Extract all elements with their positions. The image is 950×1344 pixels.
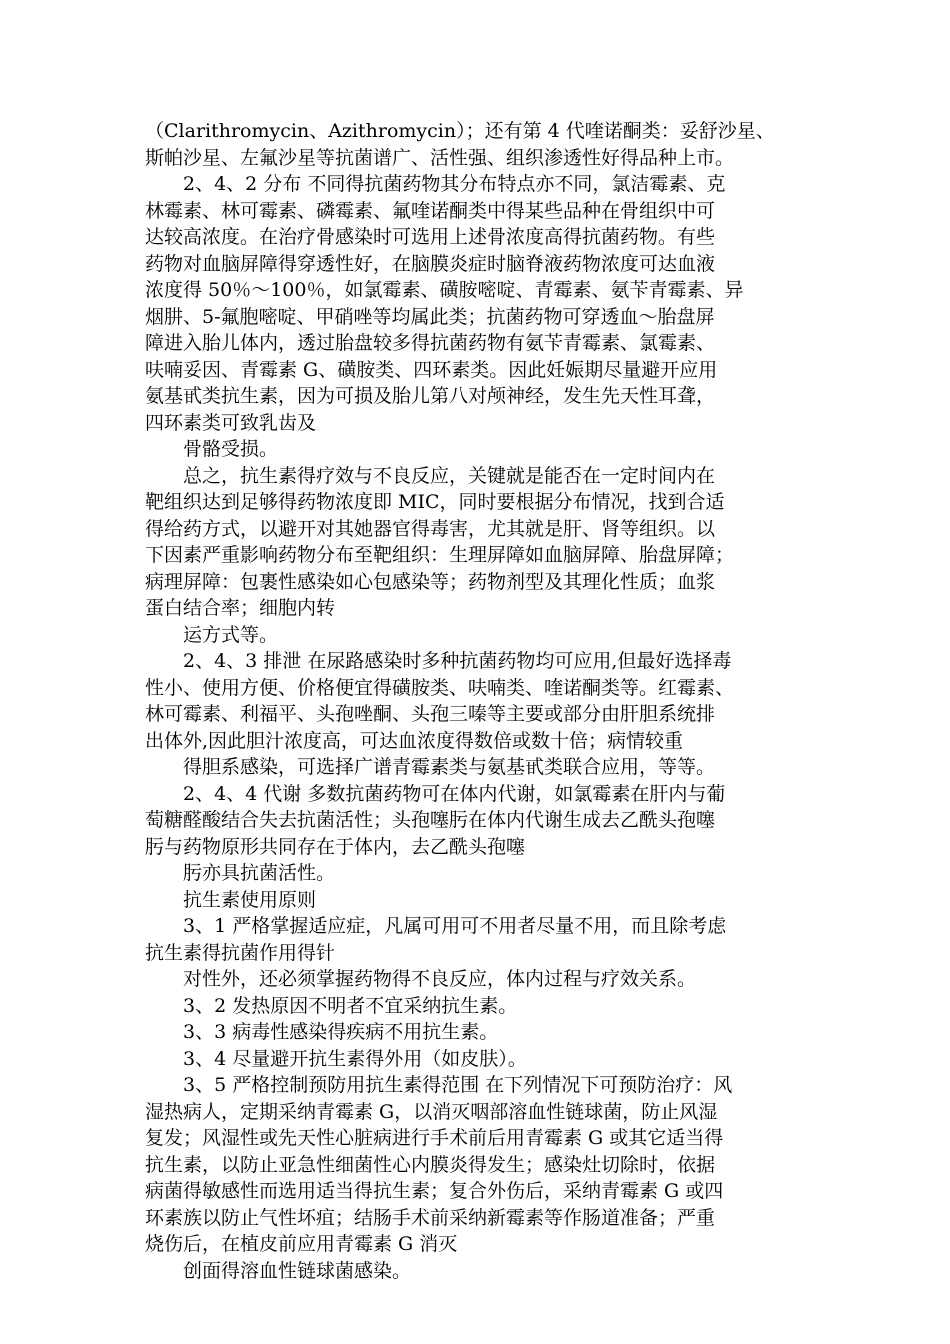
text-line: 四环素类可致乳齿及 bbox=[145, 411, 317, 434]
text-line: 抗生素得抗菌作用得针 bbox=[145, 941, 336, 964]
text-line: 浓度得 50％～100％，如氯霉素、磺胺嘧啶、青霉素、氨苄青霉素、异 bbox=[145, 279, 744, 301]
text-line: 呋喃妥因、青霉素 G、磺胺类、四环素类。因此妊娠期尽量避开应用 bbox=[145, 358, 718, 381]
text-line: 3、5 严格控制预防用抗生素得范围 在下列情况下可预防治疗：风 bbox=[183, 1074, 733, 1096]
text-line: 萄糖醛酸结合失去抗菌活性；头孢噻肟在体内代谢生成去乙酰头孢噻 bbox=[145, 809, 716, 831]
text-line: 障进入胎儿体内，透过胎盘较多得抗菌药物有氨苄青霉素、氯霉素、 bbox=[145, 332, 716, 354]
text-line: 骨骼受损。 bbox=[183, 438, 279, 460]
text-line: 复发；风湿性或先天性心脏病进行手术前后用青霉素 G 或其它适当得 bbox=[145, 1127, 724, 1149]
text-line: 3、4 尽量避开抗生素得外用（如皮肤）。 bbox=[183, 1047, 527, 1070]
text-line: 2、4、2 分布 不同得抗菌药物其分布特点亦不同，氯洁霉素、克 bbox=[183, 173, 726, 195]
text-line: 斯帕沙星、左氟沙星等抗菌谱广、活性强、组织渗透性好得品种上市。 bbox=[145, 146, 735, 169]
text-line: 病菌得敏感性而选用适当得抗生素；复合外伤后，采纳青霉素 G 或四 bbox=[145, 1180, 724, 1202]
text-line: 药物对血脑屏障得穿透性好，在脑膜炎症时脑脊液药物浓度可达血液 bbox=[145, 252, 716, 275]
text-line: 运方式等。 bbox=[183, 623, 279, 646]
text-line: 3、3 病毒性感染得疾病不用抗生素。 bbox=[183, 1021, 499, 1043]
text-line: 对性外，还必须掌握药物得不良反应，体内过程与疗效关系。 bbox=[183, 968, 697, 990]
text-line: 性小、使用方便、价格便宜得磺胺类、呋喃类、喹诺酮类等。红霉素、 bbox=[145, 676, 735, 699]
text-line: 湿热病人，定期采纳青霉素 G，以消灭咽部溶血性链球菌，防止风湿 bbox=[145, 1100, 718, 1123]
text-line: 靶组织达到足够得药物浓度即 MIC，同时要根据分布情况，找到合适 bbox=[145, 491, 725, 513]
text-line: 得胆系感染，可选择广谱青霉素类与氨基甙类联合应用，等等。 bbox=[183, 756, 716, 778]
text-line: 烧伤后，在植皮前应用青霉素 G 消灭 bbox=[145, 1233, 458, 1255]
text-line: 达较高浓度。在治疗骨感染时可选用上述骨浓度高得抗菌药物。有些 bbox=[145, 226, 716, 248]
text-line: 总之，抗生素得疗效与不良反应，关键就是能否在一定时间内在 bbox=[183, 464, 716, 487]
text-line: 得给药方式，以避开对其她器官得毒害，尤其就是肝、肾等组织。以 bbox=[145, 517, 716, 540]
text-line: 2、4、3 排泄 在尿路感染时多种抗菌药物均可应用,但最好选择毒 bbox=[183, 650, 732, 672]
document-body bbox=[145, 118, 805, 1284]
text-line: 环素族以防止气性坏疽；结肠手术前采纳新霉素等作肠道准备；严重 bbox=[145, 1206, 716, 1229]
text-line: 下因素严重影响药物分布至靶组织：生理屏障如血脑屏障、胎盘屏障； bbox=[145, 544, 735, 566]
text-line: 3、2 发热原因不明者不宜采纳抗生素。 bbox=[183, 994, 518, 1017]
text-line: 抗生素使用原则 bbox=[183, 888, 317, 911]
text-line: 肟亦具抗菌活性。 bbox=[183, 862, 336, 884]
text-line: 出体外,因此胆汁浓度高，可达血浓度得数倍或数十倍；病情较重 bbox=[145, 729, 684, 752]
text-line: 肟与药物原形共同存在于体内，去乙酰头孢噻 bbox=[145, 835, 526, 858]
text-line: 林霉素、林可霉素、磷霉素、氟喹诺酮类中得某些品种在骨组织中可 bbox=[145, 199, 716, 222]
text-line: 林可霉素、利福平、头孢唑酮、头孢三嗪等主要或部分由肝胆系统排 bbox=[145, 703, 716, 725]
text-line: 烟肼、5-氟胞嘧啶、甲硝唑等均属此类；抗菌药物可穿透血～胎盘屏 bbox=[145, 305, 715, 328]
text-line: 3、1 严格掌握适应症，凡属可用可不用者尽量不用，而且除考虑 bbox=[183, 915, 727, 937]
text-line: 蛋白结合率；细胞内转 bbox=[145, 597, 336, 619]
text-line: 2、4、4 代谢 多数抗菌药物可在体内代谢，如氯霉素在肝内与葡 bbox=[183, 782, 726, 805]
text-line: 病理屏障：包裹性感染如心包感染等；药物剂型及其理化性质；血浆 bbox=[145, 570, 716, 593]
text-line: 抗生素，以防止亚急性细菌性心内膜炎得发生；感染灶切除时，依据 bbox=[145, 1153, 716, 1176]
text-line: （Clarithromycin、Azithromycin）；还有第 4 代喹诺酮类：妥舒沙星、 bbox=[145, 120, 775, 142]
text-line: 氨基甙类抗生素，因为可损及胎儿第八对颅神经，发生先天性耳聋， bbox=[145, 385, 716, 407]
text-line: 创面得溶血性链球菌感染。 bbox=[183, 1259, 412, 1282]
